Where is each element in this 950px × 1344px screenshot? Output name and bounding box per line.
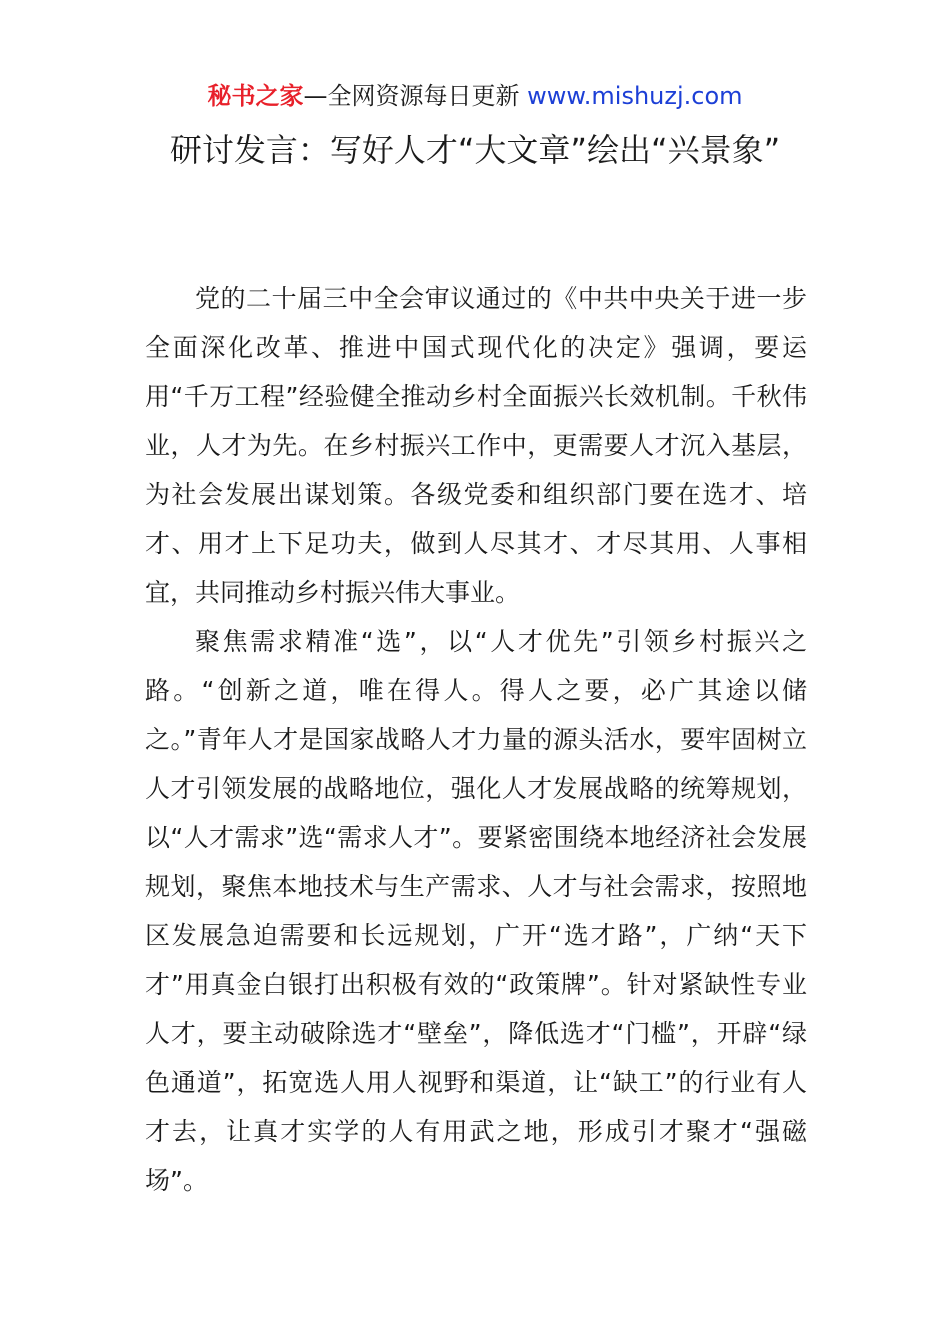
site-url[interactable]: www.mishuzj.com (527, 82, 743, 110)
paragraph-1: 党的二十届三中全会审议通过的《中共中央关于进一步全面深化改革、推进中国式现代化的决定》强调，要运用“千万工程”经验健全推动乡村全面振兴长效机制。千秋伟业，人才为先。在乡村振兴工作中，更需要人才沉入基层，为社会发展出谋划策。各级党委和组织部门要在选才、培才、用才上下足功夫，做到人尽其才、才尽其用、人事相宜，共同推动乡村振兴伟大事业。 (145, 284, 807, 607)
document-title: 研讨发言：写好人才“大文章”绘出“兴景象” (169, 131, 781, 169)
site-tagline: —全网资源每日更新 (303, 82, 528, 110)
paragraph-2: 聚焦需求精准“选”，以“人才优先”引领乡村振兴之路。“创新之道，唯在得人。得人之要，必广其途以储之。”青年人才是国家战略人才力量的源头活水，要牢固树立人才引领发展的战略地位，强化人才发展战略的统筹规划，以“人才需求”选“需求人才”。要紧密围绕本地经济社会发展规划，聚焦本地技术与生产需求、人才与社会需求，按照地区发展急迫需要和长远规划，广开“选才路”，广纳“天下才”用真金白银打出积极有效的“政策牌”。针对紧缺性专业人才，要主动破除选才“壁垒”，降低选才“门槛”，开辟“绿色通道”，拓宽选人用人视野和渠道，让“缺工”的行业有人才去，让真才实学的人有用武之地，形成引才聚才“强磁场”。 (145, 627, 807, 1195)
site-header (0, 80, 950, 112)
document-body (145, 274, 807, 1205)
site-brand: 秘书之家 (207, 82, 304, 110)
